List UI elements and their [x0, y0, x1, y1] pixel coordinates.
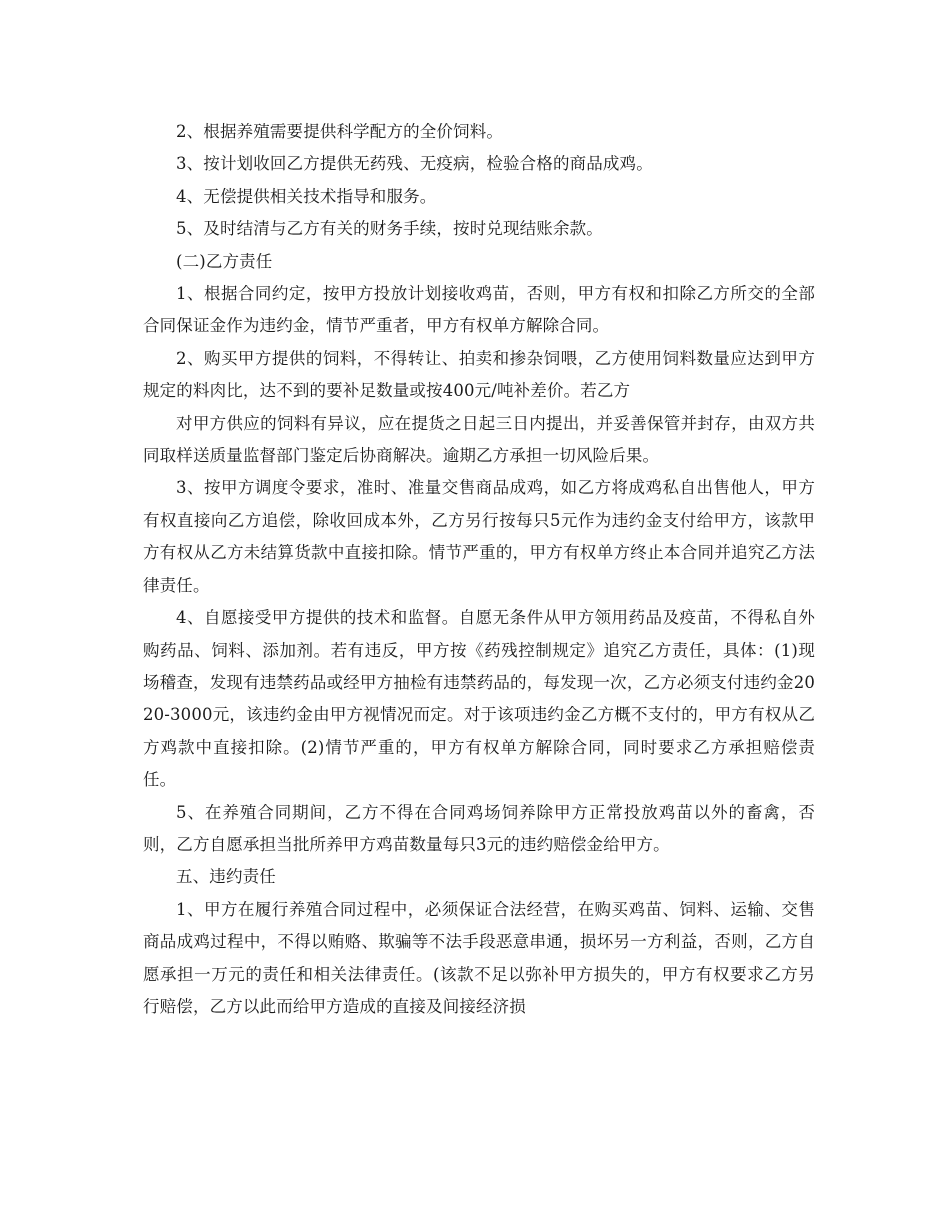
paragraph-yi-duty-4: 4、自愿接受甲方提供的技术和监督。自愿无条件从甲方领用药品及疫苗，不得私自外购药品、饲料、添加剂。若有违反，甲方按《药残控制规定》追究乙方责任，具体：(1)现场稽查，发现有违禁药品或经甲方抽检有违禁药品的，每发现一次，乙方必须支付违约金2020-3000元，该违约金由甲方视情况而定。对于该项违约金乙方概不支付的，甲方有权从乙方鸡款中直接扣除。(2)情节严重的，甲方有权单方解除合同，同时要求乙方承担赔偿责任。: [143, 608, 815, 790]
paragraph-yi-duty-5: 5、在养殖合同期间，乙方不得在合同鸡场饲养除甲方正常投放鸡苗以外的畜禽，否则，乙方自愿承担当批所养甲方鸡苗数量每只3元的违约赔偿金给甲方。: [143, 802, 815, 854]
document-body: [143, 116, 815, 1023]
paragraph-yi-duty-2: 2、购买甲方提供的饲料，不得转让、拍卖和掺杂饲喂，乙方使用饲料数量应达到甲方规定的料肉比，达不到的要补足数量或按400元/吨补差价。若乙方: [143, 348, 815, 401]
paragraph-yi-duty-1: 1、根据合同约定，按甲方投放计划接收鸡苗，否则，甲方有权和扣除乙方所交的全部合同保证金作为违约金，情节严重者，甲方有权单方解除合同。: [143, 284, 815, 336]
paragraph-yi-duty-2-continued: 对甲方供应的饲料有异议，应在提货之日起三日内提出，并妥善保管并封存，由双方共同取样送质量监督部门鉴定后协商解决。逾期乙方承担一切风险后果。: [143, 413, 815, 466]
paragraph-jia-duty-3: 3、按计划收回乙方提供无药残、无疫病，检验合格的商品成鸡。: [176, 154, 653, 174]
paragraph-yi-duty-3: 3、按甲方调度令要求，准时、准量交售商品成鸡，如乙方将成鸡私自出售他人，甲方有权直接向乙方追偿，除收回成本外，乙方另行按每只5元作为违约金支付给甲方，该款甲方有权从乙方未结算货款中直接扣除。情节严重的，甲方有权单方终止本合同并追究乙方法律责任。: [143, 478, 815, 595]
paragraph-jia-duty-4: 4、无偿提供相关技术指导和服务。: [176, 186, 437, 206]
paragraph-jia-duty-2: 2、根据养殖需要提供科学配方的全价饲料。: [176, 122, 503, 141]
paragraph-breach-1: 1、甲方在履行养殖合同过程中，必须保证合法经营，在购买鸡苗、饲料、运输、交售商品成鸡过程中，不得以贿赂、欺骗等不法手段恶意串通，损坏另一方利益，否则，乙方自愿承担一万元的责任和相关法律责任。(该款不足以弥补甲方损失的，甲方有权要求乙方另行赔偿，乙方以此而给甲方造成的直接及间接经济损: [143, 899, 815, 1016]
section-heading-yi-responsibility: (二)乙方责任: [176, 251, 273, 271]
section-heading-breach-liability: 五、违约责任: [176, 867, 276, 887]
paragraph-jia-duty-5: 5、及时结清与乙方有关的财务手续，按时兑现结账余款。: [176, 219, 603, 239]
